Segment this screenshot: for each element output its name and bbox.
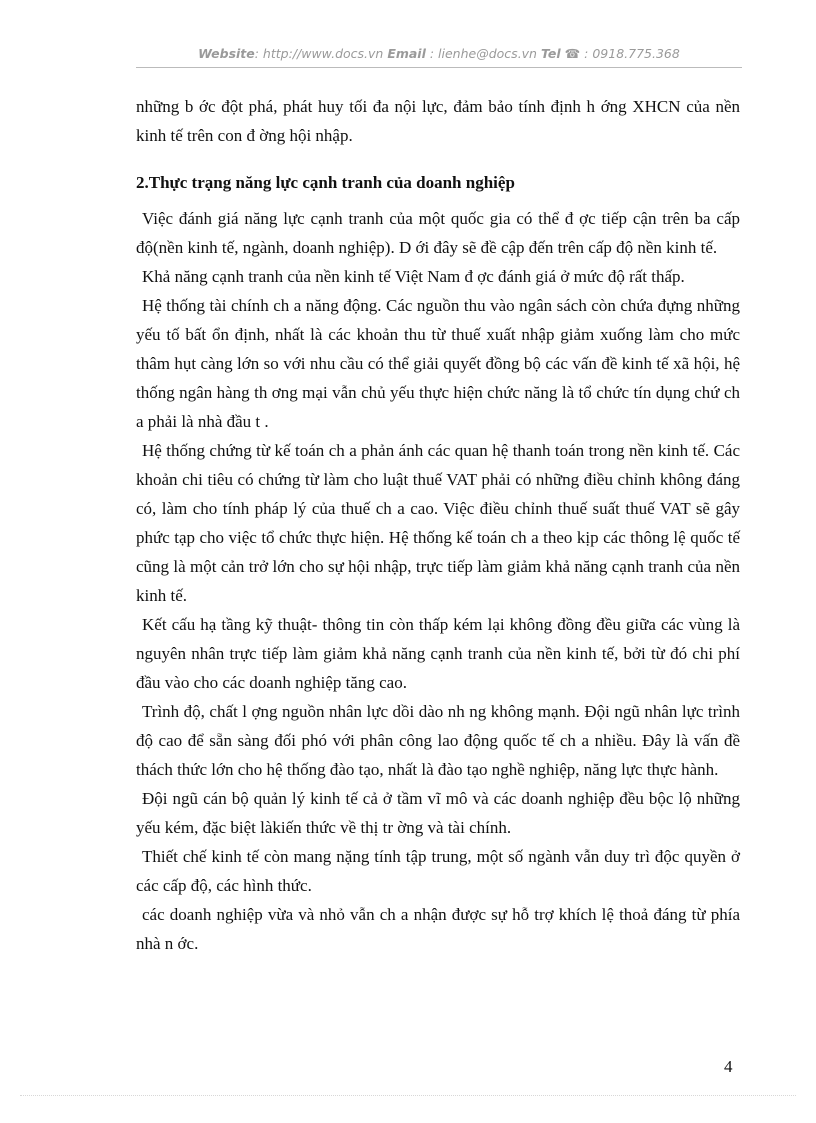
paragraph: Kết cấu hạ tầng kỹ thuật- thông tin còn thấp kém lại không đồng đều giữa các vùng là nguyên nhân trực tiếp làm giảm khả năng cạnh tranh của nền kinh tế, bởi từ đó chi phí đầu vào cho các doanh nghiệp tăng cao.	[136, 615, 740, 692]
section-heading: 2.Thực trạng năng lực cạnh tranh của doanh nghiệp	[136, 173, 515, 192]
page-header	[136, 46, 742, 61]
footer-divider	[20, 1095, 796, 1096]
tel-label: Tel	[540, 46, 561, 61]
paragraph: Thiết chế kinh tế còn mang nặng tính tập trung, một số ngành vẫn duy trì độc quyền ở các cấp độ, các hình thức.	[136, 847, 740, 895]
website-value: : http://www.docs.vn	[254, 46, 388, 61]
email-value: : lienhe@docs.vn	[425, 46, 541, 61]
header-divider	[136, 67, 742, 68]
page-number: 4	[724, 1057, 733, 1076]
paragraph: Trình độ, chất l ợng nguồn nhân lực dồi dào nh ng không mạnh. Đội ngũ nhân lực trình độ cao để sẵn sàng đối phó với phân công lao động quốc tế ch a nhiều. Đây là vấn đề thách thức lớn cho hệ thống đào tạo, nhất là đào tạo nghề nghiệp, năng lực thực hành.	[136, 702, 740, 779]
document-body	[136, 92, 740, 958]
website-label: Website	[198, 46, 255, 61]
paragraph: Hệ thống chứng từ kế toán ch a phản ánh các quan hệ thanh toán trong nền kinh tế. Các khoản chi tiêu có chứng từ làm cho luật thuế VAT phải có những điều chỉnh không đáng có, làm cho tính pháp lý của thuế ch a cao. Việc điều chỉnh thuế suất thuế VAT sẽ gây phức tạp cho việc tổ chức thực hiện. Hệ thống kế toán ch a theo kịp các thông lệ quốc tế cũng là một cản trở lớn cho sự hội nhập, trực tiếp làm giảm khả năng cạnh tranh của nền kinh tế.	[136, 441, 740, 605]
paragraph: Đội ngũ cán bộ quản lý kinh tế cả ở tầm vĩ mô và các doanh nghiệp đều bộc lộ những yếu kém, đặc biệt làkiến thức về thị tr ờng và tài chính.	[136, 789, 740, 837]
tel-value: ☎ : 0918.775.368	[560, 46, 680, 61]
paragraph: Việc đánh giá năng lực cạnh tranh của một quốc gia có thể đ ợc tiếp cận trên ba cấp độ(nền kinh tế, ngành, doanh nghiệp). D ới đây sẽ đề cập đến trên cấp độ nền kinh tế.	[136, 209, 740, 257]
paragraph: các doanh nghiệp vừa và nhỏ vẫn ch a nhận được sự hỗ trợ khích lệ thoả đáng từ phía nhà n ớc.	[136, 905, 740, 953]
intro-paragraph: những b ớc đột phá, phát huy tối đa nội lực, đảm bảo tính định h ớng XHCN của nền kinh tế trên con đ ờng hội nhập.	[136, 97, 740, 145]
paragraph: Khả năng cạnh tranh của nền kinh tế Việt Nam đ ợc đánh giá ở mức độ rất thấp.	[142, 267, 685, 286]
email-label: Email	[387, 46, 426, 61]
paragraph: Hệ thống tài chính ch a năng động. Các nguồn thu vào ngân sách còn chứa đựng những yếu tố bất ổn định, nhất là các khoản thu từ thuế xuất nhập giảm xuống làm cho mức thâm hụt càng lớn so với nhu cầu có thể giải quyết đồng bộ các vấn đề kinh tế xã hội, hệ thống ngân hàng th ơng mại vẫn chủ yếu thực hiện chức năng là tổ chức tín dụng chứ ch a phải là nhà đầu t .	[136, 296, 740, 431]
